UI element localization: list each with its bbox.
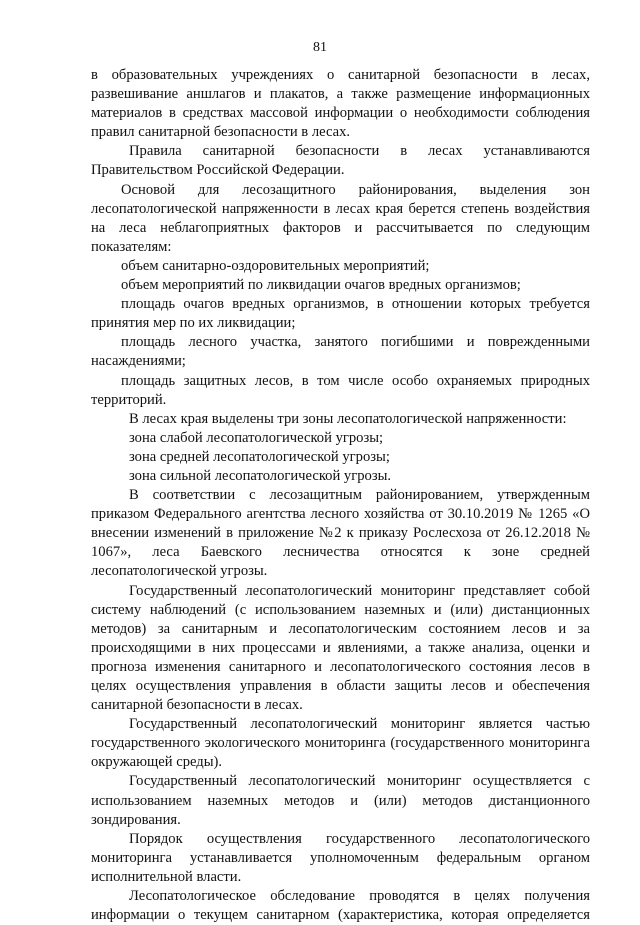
list-item-2: объем мероприятий по ликвидации очагов вредных организмов; — [121, 277, 521, 294]
list-item-3: площадь очагов вредных организмов, в отношении которых требуется принятия мер по их ликвидации; — [91, 296, 590, 332]
list-item-4: площадь лесного участка, занятого погибшими и поврежденными насаждениями; — [91, 334, 590, 370]
paragraph-7: Государственный лесопатологический мониторинг является частью государственного экологического мониторинга (государственного мониторинга окружающей среды). — [91, 716, 590, 771]
paragraph-6: Государственный лесопатологический мониторинг представляет собой систему наблюдений (с использованием наземных и (или) дистанционных методов) за санитарным и лесопатологическим состоянием лесов и за происходящими в них процессами и явлениями, а также анализа, оценки и прогноза изменения санитарного и лесопатологического состояния лесов в целях осуществления управления в области защиты лесов и обеспечения санитарной безопасности в лесах. — [91, 582, 590, 714]
list-item-5: площадь защитных лесов, в том числе особо охраняемых природных территорий. — [91, 372, 590, 408]
paragraph-1: в образовательных учреждениях о санитарной безопасности в лесах, развешивание аншлагов и плакатов, а также размещение информационных материалов в средствах массовой информации о необходимости соблюдения правил санитарной безопасности в лесах. — [91, 67, 590, 141]
document-body — [91, 66, 590, 925]
paragraph-5: В соответствии с лесозащитным районированием, утвержденным приказом Федерального агентства лесного хозяйства от 30.10.2019 № 1265 «О внесении изменений в приложение №2 к приказу Рослесхоза от 26.12.2018 № 1067», леса Баевского лесничества относятся к зоне средней лесопатологической угрозы. — [91, 487, 590, 580]
paragraph-9: Порядок осуществления государственного лесопатологического мониторинга устанавливается уполномоченным федеральным органом исполнительной власти. — [91, 830, 590, 885]
list-item-1: объем санитарно-оздоровительных мероприятий; — [121, 257, 430, 274]
zone-item-1: зона слабой лесопатологической угрозы; — [129, 429, 384, 446]
zone-item-3: зона сильной лесопатологической угрозы. — [129, 467, 392, 484]
paragraph-8: Государственный лесопатологический мониторинг осуществляется с использованием наземных методов и (или) методов дистанционного зондирования. — [91, 773, 590, 828]
paragraph-2: Правила санитарной безопасности в лесах устанавливаются Правительством Российской Федерации. — [91, 143, 590, 179]
paragraph-10: Лесопатологическое обследование проводятся в целях получения информации о текущем санитарном (характеристика, которая определяется — [91, 888, 590, 924]
zone-item-2: зона средней лесопатологической угрозы; — [129, 448, 390, 465]
paragraph-3: Основой для лесозащитного районирования, выделения зон лесопатологической напряженности в лесах края берется степень воздействия на леса неблагоприятных факторов и рассчитывается по следующим показателям: — [91, 181, 590, 255]
paragraph-4: В лесах края выделены три зоны лесопатологической напряженности: — [129, 410, 567, 427]
page-number: 81 — [313, 40, 327, 55]
